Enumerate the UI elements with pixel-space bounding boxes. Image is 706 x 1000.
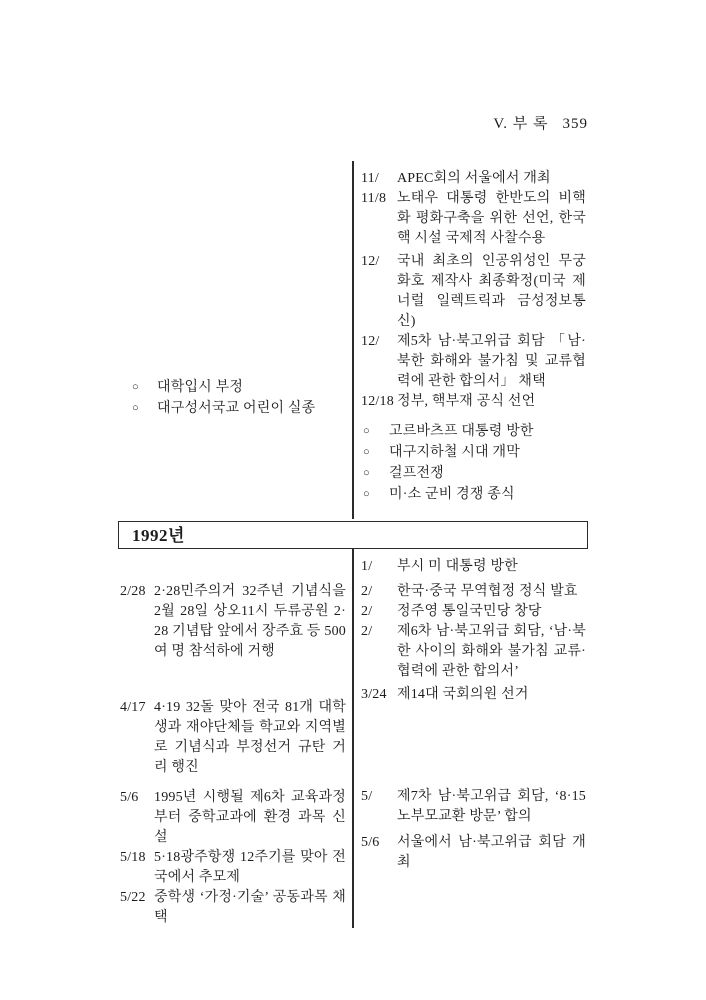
- event-date: 5/6: [120, 790, 139, 805]
- dated-event: [361, 332, 586, 392]
- event-text: 5·18광주항쟁 12주기를 맞아 전국에서 추모제: [154, 850, 346, 885]
- event-text: 제5차 남·북고위급 회담 「남·북한 화해와 불가침 및 교류협력에 관한 합의서」 채택: [397, 334, 586, 389]
- event-text: 2·28민주의거 32주년 기념식을 2월 28일 상오11시 두류공원 2·28 기념탑 앞에서 장주효 등 500여 명 참석하에 거행: [154, 584, 346, 659]
- event-group: [120, 377, 346, 419]
- event-group: [361, 169, 586, 249]
- dated-event: [361, 252, 586, 332]
- event-text: 서울에서 남·북고위급 회담 개최: [397, 835, 586, 870]
- event-group: [120, 698, 346, 778]
- bullet-marker: ○: [363, 467, 370, 479]
- bullet-event: [132, 377, 346, 398]
- dated-event: [120, 788, 346, 848]
- dated-event: [361, 787, 586, 827]
- event-date: 5/22: [120, 890, 146, 905]
- dated-event: [120, 848, 346, 888]
- timeline-section-1992: [118, 549, 588, 928]
- event-text: 한국·중국 무역협정 정식 발효: [397, 584, 578, 599]
- dated-event: [120, 698, 346, 778]
- event-date: 5/: [361, 789, 373, 804]
- year-header-box: [118, 521, 588, 549]
- dated-event: [120, 582, 346, 662]
- right-column-1992: [352, 549, 588, 928]
- event-text: 국내 최초의 인공위성인 무궁화호 제작사 최종확정(미국 제너럴 일렉트릭과 금성정보통신): [397, 254, 586, 329]
- event-text: 정주영 통일국민당 창당: [397, 604, 542, 619]
- event-date: 5/6: [361, 835, 380, 850]
- event-date: 2/: [361, 584, 373, 599]
- event-group: [361, 685, 586, 705]
- event-date: 12/18: [361, 394, 394, 409]
- bullet-event: [363, 463, 586, 484]
- event-text: 대구성서국교 어린이 실종: [157, 401, 316, 416]
- page-header: [118, 112, 588, 133]
- year-label: 1992년: [132, 526, 185, 545]
- event-group: [361, 787, 586, 827]
- dated-event: [361, 557, 586, 577]
- event-date: 5/18: [120, 850, 146, 865]
- event-text: 미·소 군비 경쟁 종식: [389, 487, 515, 502]
- event-text: 1995년 시행될 제6차 교육과정부터 중학교과에 환경 과목 신설: [154, 790, 346, 845]
- timeline-section-1991: [118, 161, 588, 519]
- event-text: 제6차 남·북고위급 회담, ‘남·북한 사이의 화해와 불가침 교류·협력에 관한 합의서’: [397, 624, 586, 679]
- right-column-1991: [352, 161, 588, 519]
- event-text: 4·19 32돌 맞아 전국 81개 대학생과 재야단체들 학교와 지역별로 기념식과 부정선거 규탄 거리 행진: [154, 700, 346, 775]
- bullet-event: [363, 421, 586, 442]
- event-text: 중학생 ‘가정·기술’ 공동과목 채택: [154, 890, 346, 925]
- event-group: [120, 788, 346, 928]
- event-group: [361, 557, 586, 577]
- event-date: 3/24: [361, 687, 387, 702]
- bullet-marker: ○: [132, 381, 139, 393]
- dated-event: [361, 189, 586, 249]
- event-text: 고르바츠프 대통령 방한: [389, 424, 534, 439]
- left-column-1992: [118, 549, 352, 928]
- dated-event: [361, 392, 586, 412]
- event-text: 정부, 핵부재 공식 선언: [397, 394, 536, 409]
- event-date: 12/: [361, 254, 380, 269]
- event-date: 1/: [361, 559, 373, 574]
- event-text: 부시 미 대통령 방한: [397, 559, 518, 574]
- page-number: 359: [562, 116, 588, 132]
- event-group: [361, 421, 586, 505]
- event-date: 2/: [361, 604, 373, 619]
- dated-event: [361, 602, 586, 622]
- bullet-marker: ○: [363, 488, 370, 500]
- bullet-marker: ○: [363, 425, 370, 437]
- event-text: 노태우 대통령 한반도의 비핵화 평화구축을 위한 선언, 한국 핵 시설 국제적 사찰수용: [397, 191, 586, 246]
- bullet-event: [132, 398, 346, 419]
- dated-event: [361, 622, 586, 682]
- event-group: [361, 582, 586, 682]
- event-text: 대구지하철 시대 개막: [389, 445, 520, 460]
- event-date: 2/28: [120, 584, 146, 599]
- event-group: [361, 252, 586, 412]
- event-group: [361, 833, 586, 873]
- dated-event: [361, 582, 586, 602]
- event-text: 대학입시 부정: [157, 380, 244, 395]
- dated-event: [361, 685, 586, 705]
- event-text: 제7차 남·북고위급 회담, ‘8·15 노부모교환 방문’ 합의: [397, 789, 586, 824]
- event-date: 12/: [361, 334, 380, 349]
- bullet-event: [363, 484, 586, 505]
- bullet-marker: ○: [132, 402, 139, 414]
- section-title: V. 부 록: [493, 116, 549, 132]
- bullet-marker: ○: [363, 446, 370, 458]
- dated-event: [361, 169, 586, 189]
- dated-event: [361, 833, 586, 873]
- event-text: APEC회의 서울에서 개최: [397, 171, 551, 186]
- bullet-event: [363, 442, 586, 463]
- left-column-1991: [118, 161, 352, 519]
- event-date: 4/17: [120, 700, 146, 715]
- dated-event: [120, 888, 346, 928]
- event-date: 2/: [361, 624, 373, 639]
- event-text: 제14대 국회의원 선거: [397, 687, 529, 702]
- event-text: 걸프전쟁: [389, 466, 444, 481]
- event-group: [120, 582, 346, 662]
- event-date: 11/8: [361, 191, 387, 206]
- event-date: 11/: [361, 171, 379, 186]
